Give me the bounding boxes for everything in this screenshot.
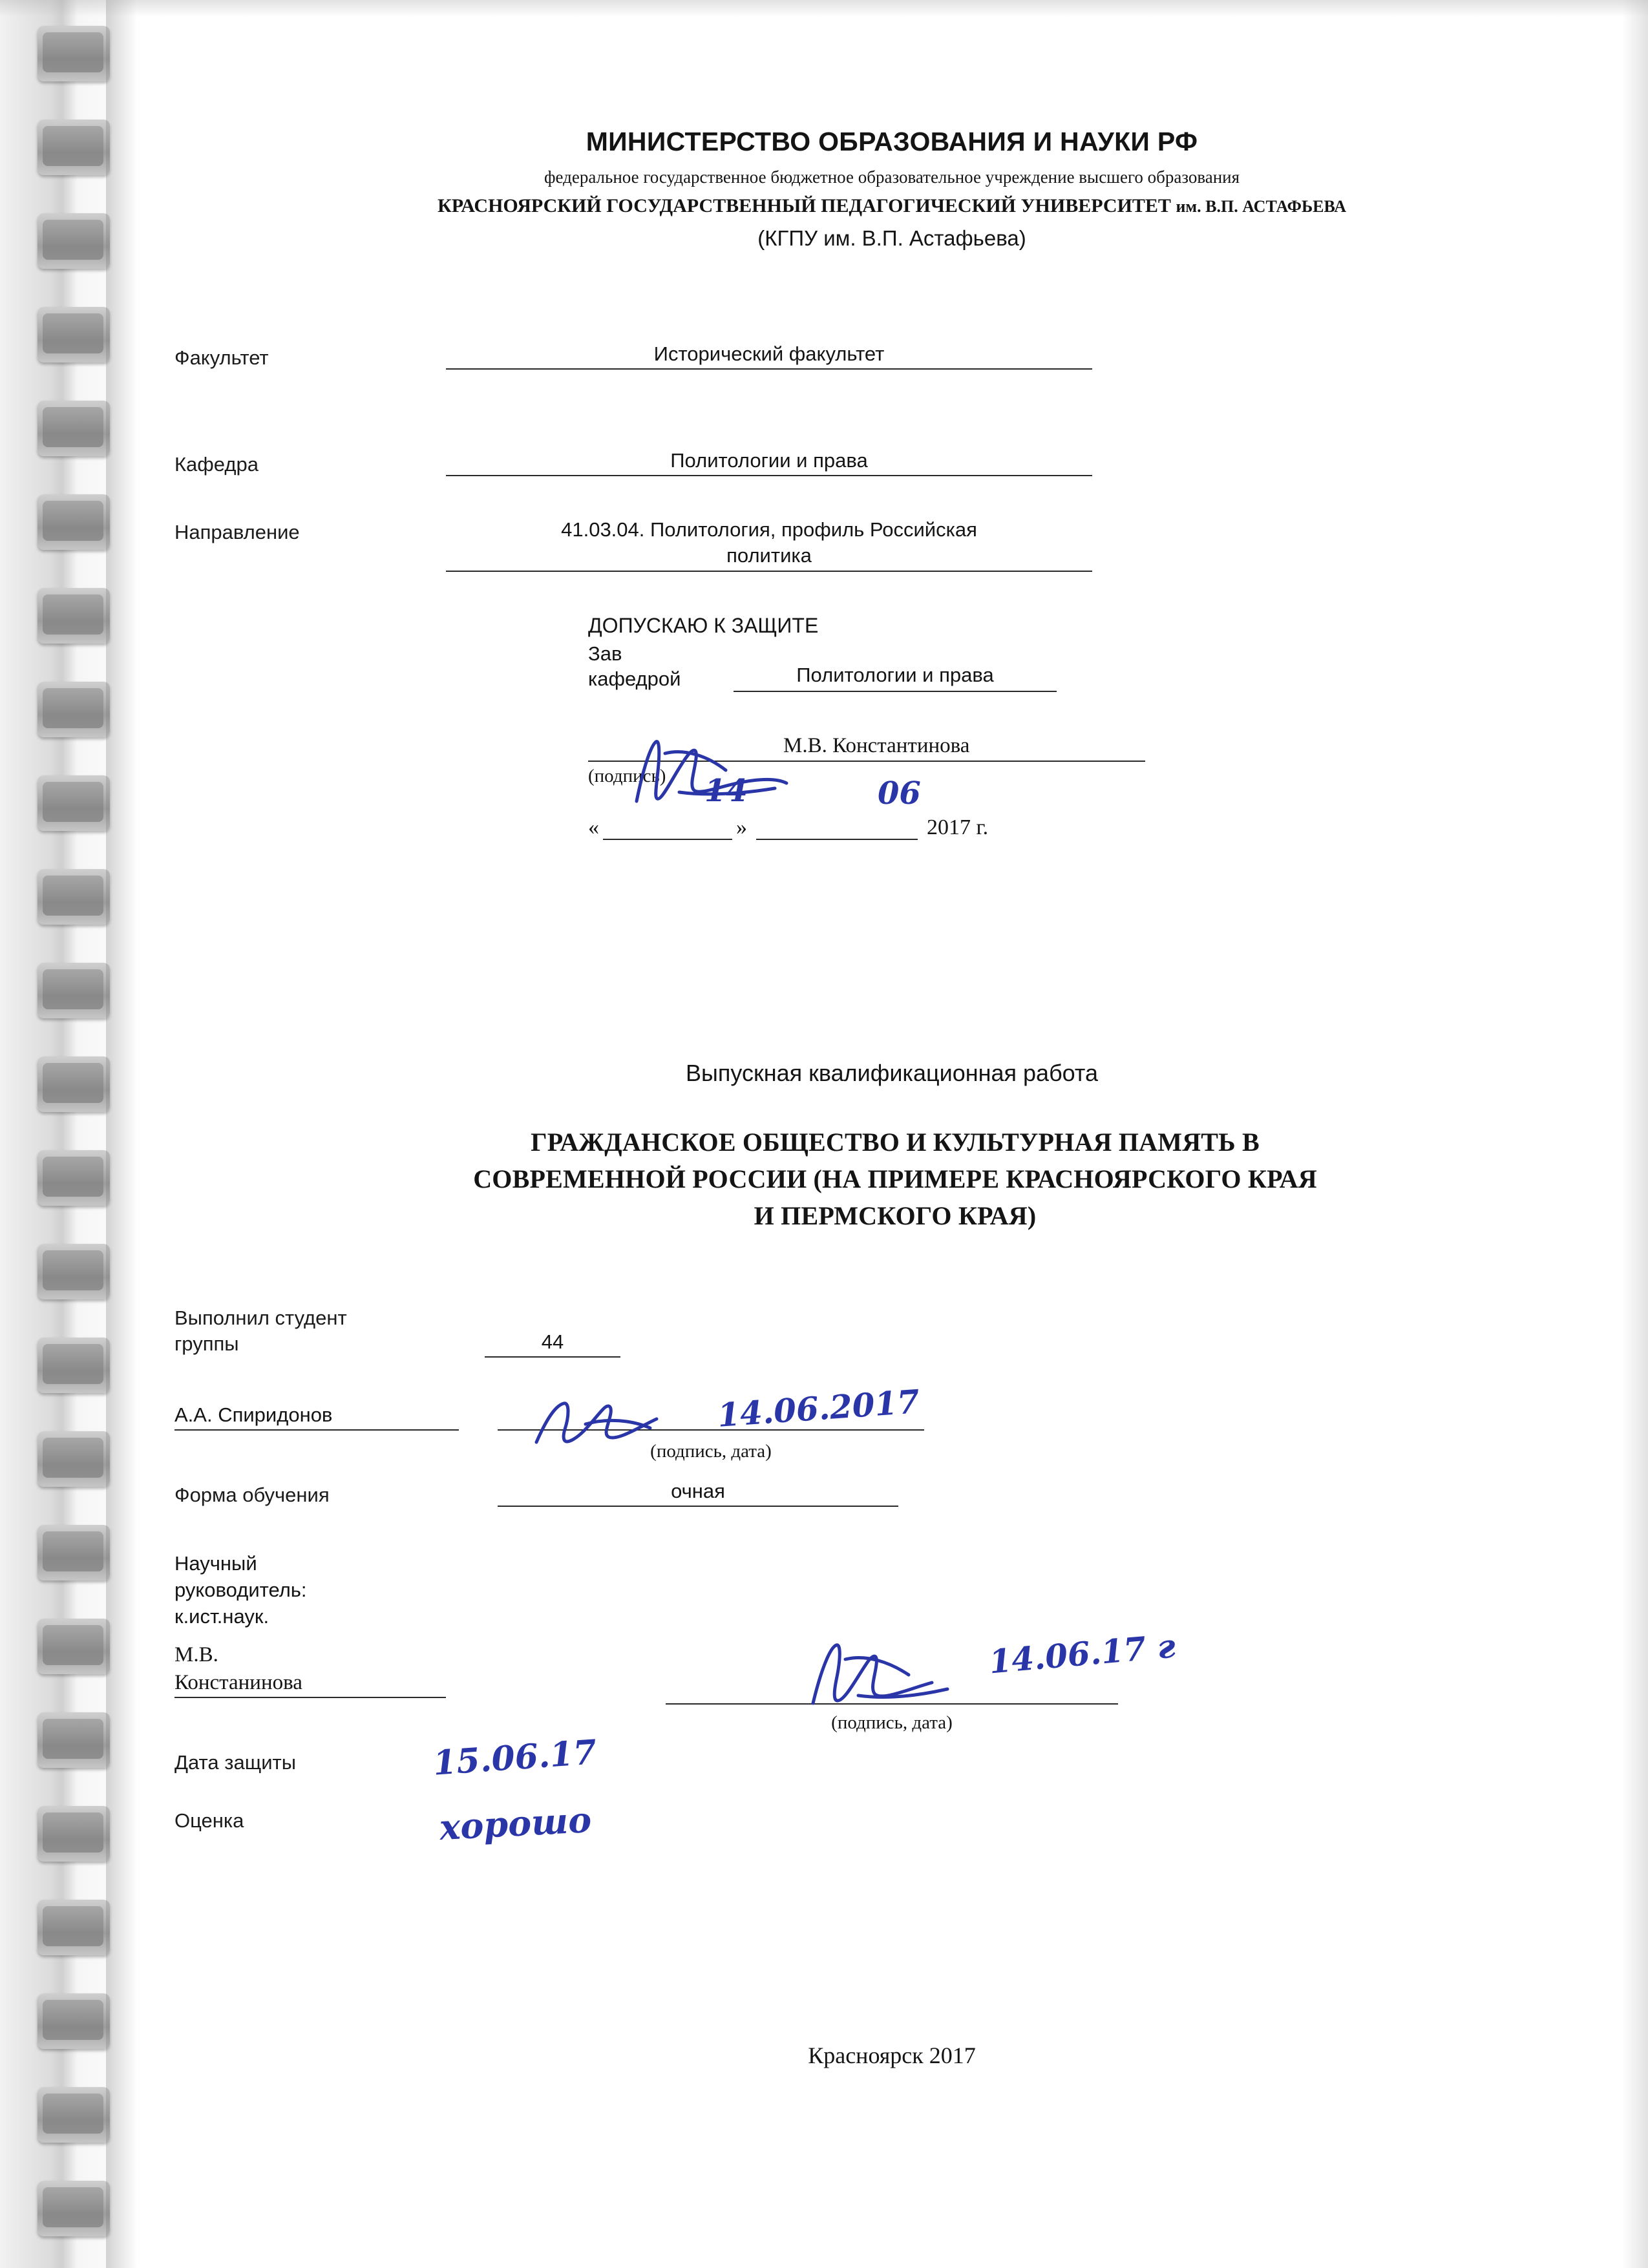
supervisor-label-line1: Научный [174, 1552, 257, 1575]
department-value: Политологии и права [446, 449, 1092, 476]
approval-month-handwritten: 06 [878, 775, 921, 812]
thesis-title-line1: ГРАЖДАНСКОЕ ОБЩЕСТВО И КУЛЬТУРНАЯ ПАМЯТЬ В [531, 1128, 1260, 1157]
defense-date-label: Дата защиты [174, 1751, 297, 1774]
document-content [136, 0, 1648, 2268]
supervisor-signature-caption: (подпись, дата) [831, 1712, 953, 1733]
performed-label-line1: Выполнил студент [174, 1307, 347, 1329]
program-value-line2: политика [726, 544, 812, 567]
supervisor-label-line2: руководитель: [174, 1578, 307, 1601]
approval-year: 2017 г. [927, 815, 989, 839]
supervisor-signature-ink [795, 1635, 989, 1719]
head-name-value: М.В. Константинова [769, 734, 1145, 762]
supervisor-signature-line [666, 1680, 1118, 1705]
approval-block [588, 614, 1170, 840]
head-signature-row [588, 732, 1170, 762]
thesis-title [252, 1124, 1538, 1234]
study-form-label: Форма обучения [174, 1484, 330, 1506]
program-value [446, 517, 1092, 572]
supervisor-label [174, 1551, 511, 1630]
approval-title: ДОПУСКАЮ К ЗАЩИТЕ [588, 614, 819, 637]
supervisor-name [174, 1641, 511, 1698]
student-date-handwritten: 14.06.2017 [716, 1382, 921, 1434]
study-form-row [174, 1480, 1183, 1507]
head-department-value: Политологии и права [734, 662, 1057, 692]
approval-date-row [588, 814, 1170, 840]
head-signature-line [588, 732, 769, 762]
defense-date-value-slot [433, 1772, 795, 1774]
head-label-line2: кафедрой [588, 667, 681, 690]
student-group-value: 44 [485, 1330, 620, 1358]
supervisor-name-line2: Констанинова [174, 1669, 446, 1698]
grade-label: Оценка [174, 1809, 244, 1832]
ministry-line: МИНИСТЕРСТВО ОБРАЗОВАНИЯ И НАУКИ РФ [586, 127, 1198, 156]
student-group-row [174, 1305, 1144, 1358]
head-signature-caption: (подпись) [588, 765, 666, 786]
department-row [174, 449, 1234, 476]
performed-label-line2: группы [174, 1332, 239, 1356]
university-line [136, 195, 1648, 217]
supervisor-label-line3: к.ист.наук. [174, 1604, 269, 1628]
faculty-value: Исторический факультет [446, 342, 1092, 370]
date-quote-open: « [588, 815, 599, 839]
grade-row [174, 1809, 1183, 1832]
program-row [174, 517, 1234, 572]
student-name-value: А.А. Спиридонов [174, 1403, 459, 1431]
student-signature-line [498, 1402, 924, 1431]
study-form-value: очная [498, 1480, 898, 1507]
program-label: Направление [174, 521, 300, 543]
thesis-title-line2: СОВРЕМЕННОЙ РОССИИ (НА ПРИМЕРЕ КРАСНОЯРСКОГО КРАЯ [473, 1164, 1317, 1193]
program-value-line1: 41.03.04. Политология, профиль Российская [561, 518, 977, 541]
faculty-label: Факультет [174, 346, 269, 369]
head-of-department-row [588, 642, 1170, 692]
approval-day-handwritten: 14 [704, 773, 748, 809]
approval-month-line [756, 814, 918, 840]
supervisor-name-line1: М.В. [174, 1643, 218, 1666]
faculty-row [174, 342, 1234, 370]
student-name-row [174, 1402, 1183, 1431]
city-year: Красноярск 2017 [808, 2042, 976, 2068]
grade-handwritten: хорошо [438, 1798, 593, 1849]
department-label: Кафедра [174, 453, 259, 476]
university-short-line: (КГПУ им. В.П. Астафьева) [757, 226, 1026, 250]
university-suffix: им. В.П. АСТАФЬЕВА [1176, 197, 1346, 216]
head-label-line1: Зав [588, 642, 622, 665]
defense-date-row [174, 1751, 1183, 1774]
date-quote-close: » [736, 815, 747, 839]
work-type: Выпускная квалификационная работа [685, 1060, 1099, 1086]
supervisor-date-handwritten: 14.06.17 г [987, 1626, 1178, 1681]
defense-date-handwritten: 15.06.17 [432, 1732, 598, 1783]
document-header [136, 127, 1648, 251]
student-signature-caption: (подпись, дата) [650, 1441, 772, 1462]
spiral-binding-strip [0, 0, 136, 2268]
institution-type-line: федеральное государственное бюджетное образовательное учреждение высшего образования [544, 167, 1240, 187]
university-name: КРАСНОЯРСКИЙ ГОСУДАРСТВЕННЫЙ ПЕДАГОГИЧЕСКИЙ УНИВЕРСИТЕТ [438, 195, 1171, 216]
grade-value-slot [433, 1830, 795, 1832]
approval-day-line [603, 814, 732, 840]
thesis-title-line3: И ПЕРМСКОГО КРАЯ) [754, 1201, 1037, 1230]
